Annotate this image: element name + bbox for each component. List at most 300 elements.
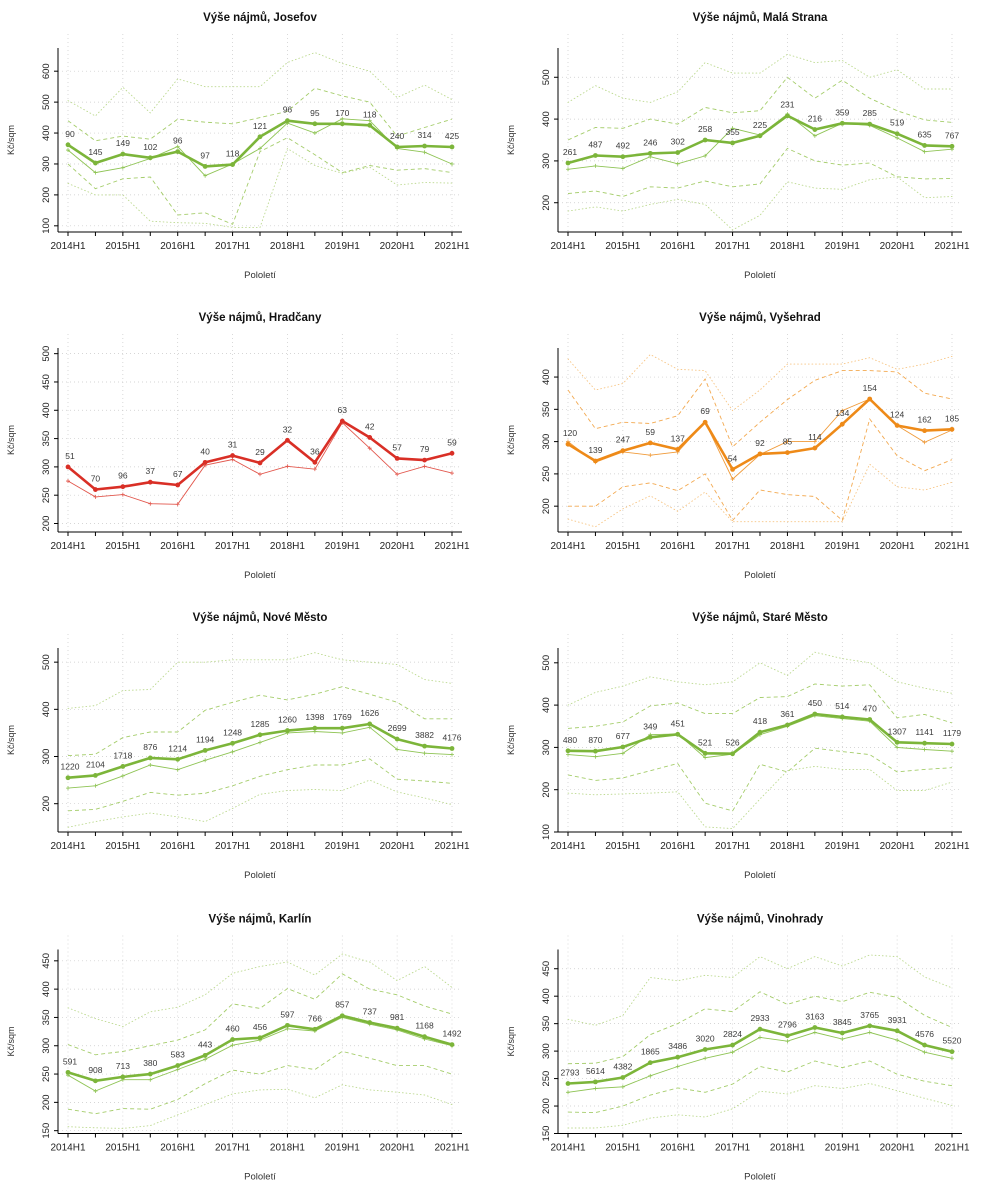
median-marker xyxy=(66,479,70,483)
x-tick-label: 2015H1 xyxy=(105,241,141,252)
point-label: 137 xyxy=(670,433,685,444)
median-marker xyxy=(423,464,427,468)
median-marker xyxy=(203,1057,207,1061)
point-label: 2933 xyxy=(750,1013,770,1024)
data-point xyxy=(730,1043,735,1048)
y-tick-label: 300 xyxy=(541,739,552,756)
median-marker xyxy=(566,1090,570,1094)
point-label: 79 xyxy=(419,444,430,455)
x-tick-label: 2018H1 xyxy=(269,241,305,252)
median-marker xyxy=(148,1078,152,1082)
median-marker xyxy=(923,748,927,752)
point-label: 2796 xyxy=(777,1019,797,1030)
chart-nove-mesto xyxy=(0,600,500,900)
data-point xyxy=(703,420,708,425)
point-label: 216 xyxy=(807,113,822,124)
data-point xyxy=(785,113,790,118)
point-label: 92 xyxy=(755,437,765,448)
data-point xyxy=(367,435,372,440)
point-label: 1398 xyxy=(305,712,325,723)
point-label: 42 xyxy=(364,421,375,432)
y-tick-label: 300 xyxy=(41,458,52,475)
data-point xyxy=(703,751,708,756)
x-tick-label: 2019H1 xyxy=(824,1142,860,1154)
data-point xyxy=(758,730,763,735)
point-label: 32 xyxy=(282,424,293,435)
y-tick-label: 200 xyxy=(541,194,552,211)
x-tick-label: 2014H1 xyxy=(550,841,586,852)
data-point xyxy=(93,773,98,778)
point-label: 114 xyxy=(808,432,822,443)
data-point xyxy=(648,441,653,446)
median-marker xyxy=(621,166,625,170)
x-tick-label: 2020H1 xyxy=(379,1142,415,1154)
point-label: 3486 xyxy=(668,1041,688,1052)
x-tick-label: 2018H1 xyxy=(269,841,305,852)
y-axis-title: Kč/sqm xyxy=(6,724,16,756)
x-tick-label: 2017H1 xyxy=(715,1142,751,1154)
data-point xyxy=(367,722,372,727)
x-tick-label: 2018H1 xyxy=(269,1142,305,1154)
x-axis-title: Pololetí xyxy=(244,1171,276,1183)
data-point xyxy=(367,123,372,128)
median-marker xyxy=(785,1039,789,1043)
x-tick-label: 2019H1 xyxy=(824,241,860,252)
median-marker xyxy=(258,740,262,744)
x-tick-label: 2016H1 xyxy=(660,1142,696,1154)
chart-vinohrady-svg xyxy=(500,900,1000,1203)
data-point xyxy=(895,423,900,428)
point-label: 4176 xyxy=(442,732,462,743)
y-tick-label: 250 xyxy=(41,487,52,504)
point-label: 460 xyxy=(225,1023,240,1034)
x-axis-title: Pololetí xyxy=(744,870,776,881)
x-tick-label: 2018H1 xyxy=(769,541,805,552)
x-tick-label: 2019H1 xyxy=(324,241,360,252)
y-tick-label: 250 xyxy=(541,1070,552,1087)
data-point xyxy=(258,1035,263,1040)
point-label: 118 xyxy=(362,109,377,120)
data-point xyxy=(730,467,735,472)
point-label: 2824 xyxy=(723,1029,743,1040)
point-label: 170 xyxy=(335,107,350,118)
x-tick-label: 2019H1 xyxy=(324,541,360,552)
y-tick-label: 100 xyxy=(541,824,552,840)
data-point xyxy=(203,1053,208,1058)
chart-title: Výše nájmů, Staré Město xyxy=(692,612,828,624)
point-label: 40 xyxy=(200,446,210,457)
data-point xyxy=(395,1026,400,1031)
data-point xyxy=(120,484,125,489)
data-point xyxy=(230,453,235,458)
median-marker xyxy=(868,1030,872,1034)
median-marker xyxy=(450,162,454,166)
chart-vysehrad xyxy=(500,300,1000,600)
point-label: 139 xyxy=(588,444,603,455)
data-point xyxy=(66,142,71,147)
chart-nove-mesto-svg xyxy=(0,600,500,900)
x-tick-label: 2019H1 xyxy=(324,1142,360,1154)
point-label: 480 xyxy=(562,734,578,745)
data-point xyxy=(593,153,598,158)
point-label: 124 xyxy=(890,409,905,420)
point-label: 63 xyxy=(337,405,348,416)
x-tick-label: 2021H1 xyxy=(434,841,470,852)
data-point xyxy=(812,1025,817,1030)
median-marker xyxy=(66,786,70,790)
y-tick-label: 400 xyxy=(541,697,552,714)
data-point xyxy=(66,1070,71,1075)
x-tick-label: 2016H1 xyxy=(160,841,196,852)
median-marker xyxy=(258,472,262,476)
data-point xyxy=(312,460,317,465)
point-label: 54 xyxy=(727,453,738,464)
point-label: 2104 xyxy=(85,759,105,770)
data-point xyxy=(785,723,790,728)
chart-title: Výše nájmů, Nové Město xyxy=(192,612,328,624)
median-marker xyxy=(731,1050,735,1054)
y-tick-label: 350 xyxy=(541,1015,552,1032)
point-label: 1248 xyxy=(223,727,243,738)
median-marker xyxy=(423,150,427,154)
data-point xyxy=(93,487,98,492)
median-marker xyxy=(203,758,207,762)
median-marker xyxy=(93,1089,97,1093)
data-point xyxy=(566,748,571,753)
point-label: 102 xyxy=(143,141,158,152)
point-label: 231 xyxy=(780,99,795,110)
data-point xyxy=(148,756,153,761)
point-label: 1260 xyxy=(277,714,297,725)
y-tick-label: 200 xyxy=(41,515,52,532)
y-tick-label: 150 xyxy=(41,1122,52,1139)
data-point xyxy=(203,164,208,169)
x-tick-label: 2018H1 xyxy=(769,241,805,252)
data-point xyxy=(258,732,263,737)
x-tick-label: 2021H1 xyxy=(934,841,970,852)
point-label: 29 xyxy=(255,446,265,457)
y-axis-title: Kč/sqm xyxy=(6,424,16,456)
y-tick-label: 400 xyxy=(41,402,52,419)
data-point xyxy=(950,427,955,432)
point-label: 2793 xyxy=(560,1067,580,1078)
data-point xyxy=(675,1055,680,1060)
point-label: 246 xyxy=(643,137,658,148)
y-tick-label: 500 xyxy=(41,94,52,111)
point-label: 85 xyxy=(782,436,793,447)
data-point xyxy=(648,1060,653,1065)
x-tick-label: 2020H1 xyxy=(379,241,415,252)
y-axis-title: Kč/sqm xyxy=(506,724,516,756)
y-tick-label: 400 xyxy=(41,125,52,141)
chart-title: Výše nájmů, Hradčany xyxy=(198,312,322,324)
data-point xyxy=(703,1047,708,1052)
data-point xyxy=(648,151,653,156)
point-label: 1179 xyxy=(942,728,962,739)
point-label: 1168 xyxy=(415,1020,434,1031)
data-point xyxy=(66,775,71,780)
data-point xyxy=(285,1023,290,1028)
median-marker xyxy=(813,1030,817,1034)
point-label: 635 xyxy=(917,129,932,140)
point-label: 302 xyxy=(670,136,685,147)
median-marker xyxy=(593,1086,597,1090)
y-tick-label: 400 xyxy=(41,701,52,718)
gridlines xyxy=(558,334,962,532)
data-point xyxy=(812,127,817,132)
data-point xyxy=(450,746,455,751)
x-tick-label: 2021H1 xyxy=(934,241,970,252)
series-upper_dotted xyxy=(568,54,952,102)
x-tick-label: 2016H1 xyxy=(660,541,696,552)
point-label: 67 xyxy=(172,469,183,480)
chart-josefov-svg xyxy=(0,0,500,300)
point-label: 120 xyxy=(562,428,578,439)
point-label: 487 xyxy=(588,139,603,150)
point-label: 1194 xyxy=(196,734,215,745)
x-tick-label: 2016H1 xyxy=(160,1142,196,1154)
chart-hradcany xyxy=(0,300,500,600)
point-label: 514 xyxy=(835,700,850,711)
data-point xyxy=(175,757,180,762)
y-axis-title: Kč/sqm xyxy=(6,1026,16,1057)
point-label: 1718 xyxy=(113,750,133,761)
y-tick-label: 350 xyxy=(41,430,52,447)
point-label: 96 xyxy=(172,135,183,146)
point-label: 3931 xyxy=(887,1014,907,1025)
y-tick-label: 200 xyxy=(41,1094,52,1111)
data-point xyxy=(566,1081,571,1086)
median-marker xyxy=(593,164,597,168)
data-point xyxy=(922,1043,927,1048)
point-label: 59 xyxy=(645,426,656,437)
point-label: 247 xyxy=(615,434,630,445)
series-lower_dotted xyxy=(568,766,952,828)
data-point xyxy=(730,751,735,756)
median-marker xyxy=(176,1068,180,1072)
y-axis-title: Kč/sqm xyxy=(506,1026,516,1057)
x-tick-label: 2014H1 xyxy=(50,241,86,252)
data-point xyxy=(922,741,927,746)
data-point xyxy=(895,1028,900,1033)
y-tick-label: 450 xyxy=(541,960,552,977)
point-label: 677 xyxy=(615,730,630,741)
median-marker xyxy=(566,753,570,757)
data-point xyxy=(620,154,625,159)
point-label: 876 xyxy=(143,741,158,752)
point-label: 3163 xyxy=(805,1011,825,1022)
point-label: 95 xyxy=(310,107,320,118)
median-marker xyxy=(676,1064,680,1068)
data-point xyxy=(620,745,625,750)
point-label: 766 xyxy=(307,1013,322,1024)
x-tick-label: 2015H1 xyxy=(605,241,641,252)
x-tick-label: 2017H1 xyxy=(215,841,251,852)
point-label: 36 xyxy=(310,446,320,457)
x-tick-label: 2017H1 xyxy=(715,841,751,852)
median-marker xyxy=(923,150,927,154)
point-label: 59 xyxy=(447,437,457,448)
data-point xyxy=(785,450,790,455)
x-tick-label: 2016H1 xyxy=(660,241,696,252)
point-label: 451 xyxy=(670,718,685,729)
y-tick-label: 450 xyxy=(41,374,52,390)
point-label: 1492 xyxy=(442,1028,462,1039)
median-marker xyxy=(93,784,97,788)
point-label: 450 xyxy=(807,697,822,708)
data-point xyxy=(950,144,955,149)
data-point xyxy=(230,1037,235,1042)
point-label: 134 xyxy=(835,408,850,419)
y-tick-label: 400 xyxy=(41,981,52,998)
point-label: 31 xyxy=(227,439,238,450)
point-label: 737 xyxy=(362,1006,377,1017)
data-point xyxy=(593,459,598,464)
data-point xyxy=(867,122,872,127)
point-label: 37 xyxy=(145,466,156,477)
y-tick-label: 300 xyxy=(541,433,552,450)
median-marker xyxy=(285,464,289,468)
y-tick-label: 300 xyxy=(41,156,52,172)
point-label: 285 xyxy=(862,108,877,119)
point-label: 240 xyxy=(390,130,405,141)
chart-title: Výše nájmů, Karlín xyxy=(208,913,312,926)
point-label: 1865 xyxy=(640,1046,660,1057)
data-point xyxy=(450,145,455,150)
median-marker xyxy=(148,502,152,506)
data-point xyxy=(285,438,290,443)
point-label: 1214 xyxy=(168,743,188,754)
point-label: 162 xyxy=(917,414,932,425)
data-point xyxy=(758,451,763,456)
median-marker xyxy=(950,1056,954,1060)
y-tick-label: 500 xyxy=(41,345,52,362)
point-label: 1626 xyxy=(360,707,380,718)
data-point xyxy=(395,145,400,150)
median-marker xyxy=(621,1085,625,1089)
y-tick-label: 150 xyxy=(541,1125,552,1142)
x-tick-label: 2017H1 xyxy=(215,241,251,252)
data-point xyxy=(675,447,680,452)
data-point xyxy=(895,131,900,136)
point-label: 591 xyxy=(62,1056,78,1067)
data-point xyxy=(895,740,900,745)
data-point xyxy=(867,1023,872,1028)
x-tick-label: 2017H1 xyxy=(715,241,751,252)
x-tick-label: 2021H1 xyxy=(934,541,970,552)
point-label: 456 xyxy=(252,1021,268,1032)
series-upper_dotted xyxy=(68,53,452,116)
x-tick-label: 2017H1 xyxy=(215,1142,251,1154)
point-label: 5614 xyxy=(585,1065,605,1076)
x-tick-label: 2020H1 xyxy=(879,541,915,552)
median-marker xyxy=(950,749,954,753)
x-axis-title: Pololetí xyxy=(244,870,276,881)
data-point xyxy=(230,741,235,746)
median-marker xyxy=(313,131,317,135)
chart-mala-strana xyxy=(500,0,1000,300)
chart-hradcany-svg xyxy=(0,300,500,600)
data-point xyxy=(340,726,345,731)
median-marker xyxy=(648,453,652,457)
x-tick-label: 2019H1 xyxy=(824,841,860,852)
data-point xyxy=(840,1031,845,1036)
y-tick-label: 300 xyxy=(541,1043,552,1060)
data-point xyxy=(422,458,427,463)
point-label: 443 xyxy=(198,1039,213,1050)
data-point xyxy=(395,737,400,742)
series-upper_dashed xyxy=(568,77,952,140)
gridlines xyxy=(58,936,462,1134)
point-label: 767 xyxy=(944,130,960,141)
point-label: 145 xyxy=(88,147,103,158)
median-marker xyxy=(895,1038,899,1042)
median-marker xyxy=(423,751,427,755)
median-marker xyxy=(121,493,125,497)
data-point xyxy=(703,138,708,143)
x-tick-label: 2014H1 xyxy=(50,1142,86,1154)
x-tick-label: 2021H1 xyxy=(434,1142,470,1154)
data-point xyxy=(450,451,455,456)
data-point xyxy=(730,141,735,146)
y-axis-title: Kč/sqm xyxy=(6,124,16,156)
data-point xyxy=(758,1027,763,1032)
x-tick-label: 2015H1 xyxy=(105,841,141,852)
median-marker xyxy=(895,136,899,140)
x-tick-label: 2017H1 xyxy=(715,541,751,552)
data-point xyxy=(93,161,98,166)
data-point xyxy=(422,1034,427,1039)
series-lower_dotted xyxy=(68,1085,452,1129)
point-label: 3882 xyxy=(415,730,435,741)
y-tick-label: 600 xyxy=(41,63,52,80)
chart-karlin-svg xyxy=(0,900,500,1203)
x-tick-label: 2018H1 xyxy=(769,1142,805,1154)
data-point xyxy=(93,1078,98,1083)
median-marker xyxy=(676,162,680,166)
median-marker xyxy=(148,763,152,767)
chart-mala-strana-svg xyxy=(500,0,1000,300)
median-marker xyxy=(566,167,570,171)
point-label: 185 xyxy=(944,413,960,424)
x-tick-label: 2015H1 xyxy=(105,1142,141,1154)
point-label: 225 xyxy=(752,119,768,130)
data-point xyxy=(620,1075,625,1080)
data-point xyxy=(120,1074,125,1079)
data-point xyxy=(203,748,208,753)
point-label: 51 xyxy=(65,450,75,461)
median-marker xyxy=(176,768,180,772)
point-label: 1769 xyxy=(332,712,352,723)
data-point xyxy=(867,717,872,722)
chart-title: Výše nájmů, Vinohrady xyxy=(696,913,824,926)
data-point xyxy=(950,742,955,747)
x-axis-title: Pololetí xyxy=(744,270,776,281)
point-label: 981 xyxy=(390,1012,405,1023)
data-point xyxy=(367,1020,372,1025)
x-tick-label: 2015H1 xyxy=(605,1142,641,1154)
data-point xyxy=(120,152,125,157)
data-point xyxy=(175,1063,180,1068)
y-tick-label: 200 xyxy=(541,1098,552,1114)
data-point xyxy=(648,735,653,740)
x-axis-title: Pololetí xyxy=(744,570,776,581)
x-axis-title: Pololetí xyxy=(744,1171,776,1183)
y-tick-label: 100 xyxy=(41,217,52,234)
data-point xyxy=(175,149,180,154)
x-tick-label: 2014H1 xyxy=(50,841,86,852)
point-label: 470 xyxy=(862,703,877,714)
